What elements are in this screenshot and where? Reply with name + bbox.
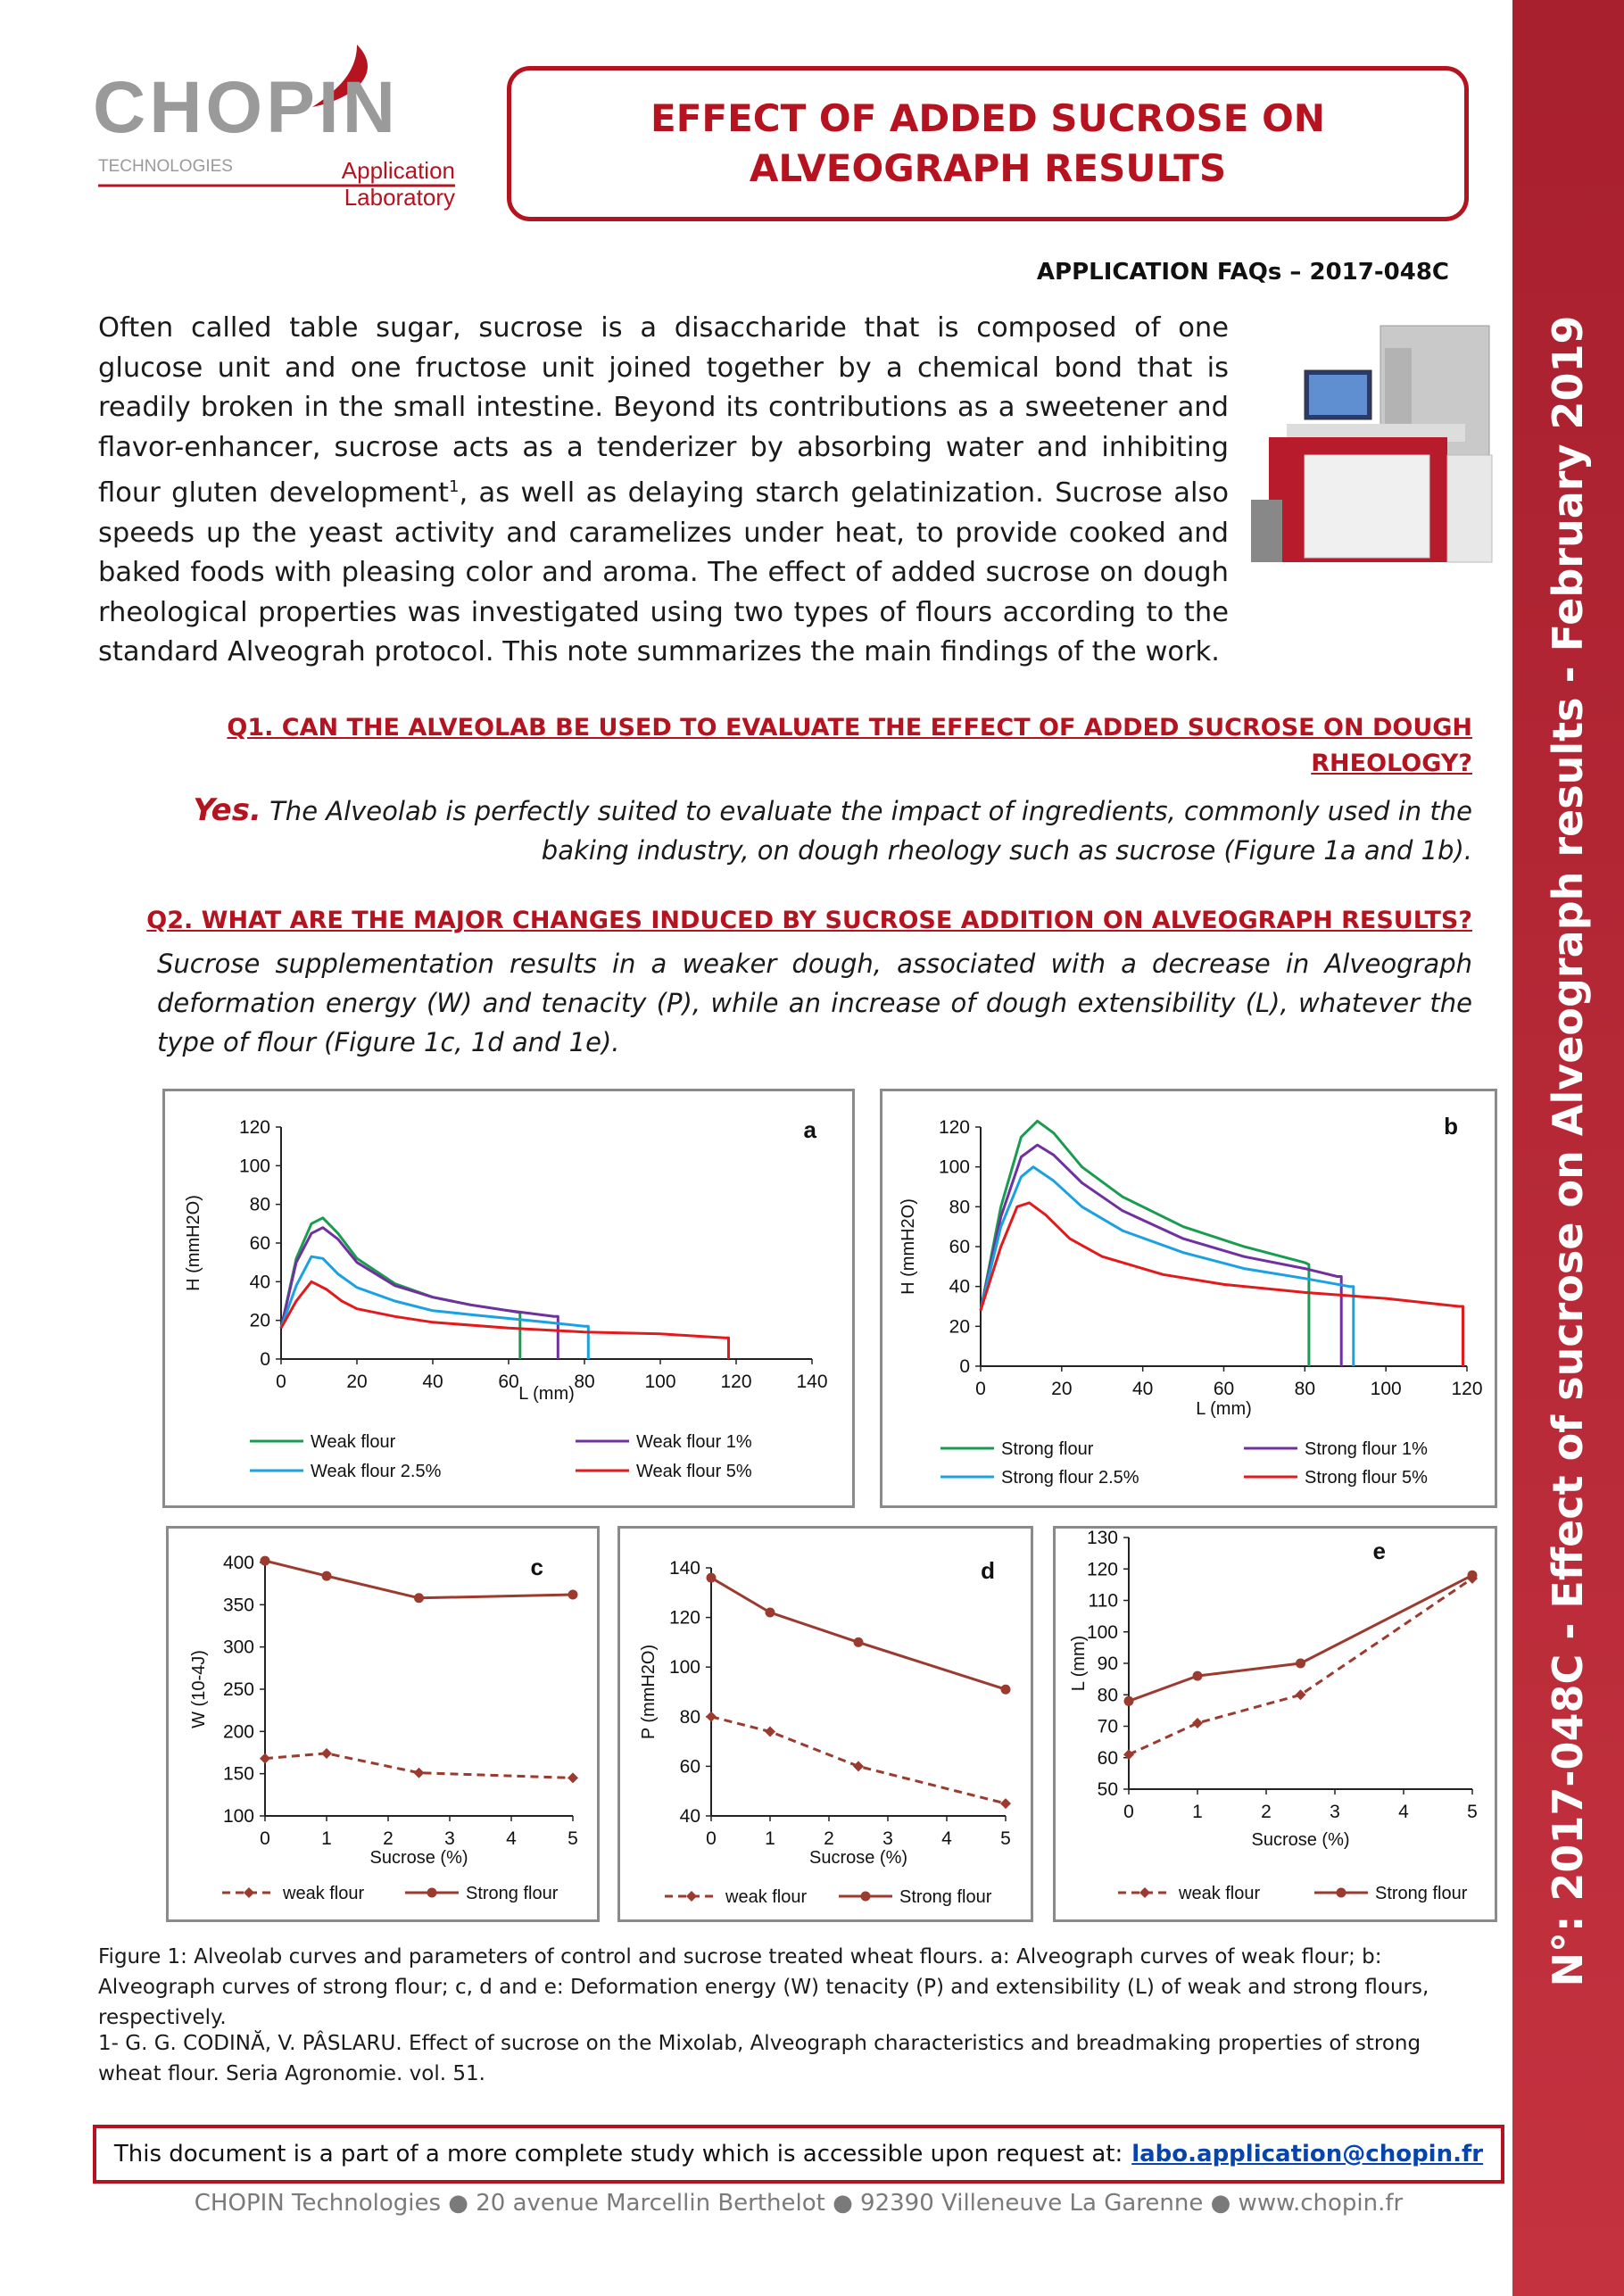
- chart-e: [1056, 1529, 1500, 1925]
- logo-sub1: Application: [341, 157, 455, 184]
- y-tick-label: 120: [1086, 1559, 1118, 1580]
- y-tick-label: 80: [679, 1706, 700, 1728]
- legend-label: Strong flour: [1001, 1439, 1094, 1459]
- x-tick-label: 4: [941, 1828, 952, 1849]
- data-point: [706, 1712, 717, 1722]
- footnote-ref: 1: [449, 477, 460, 496]
- x-tick-label: 2: [824, 1828, 834, 1849]
- data-point: [765, 1726, 775, 1737]
- title-line-2: ALVEOGRAPH RESULTS: [749, 146, 1227, 190]
- y-tick-label: 60: [249, 1233, 270, 1254]
- panel-letter: c: [530, 1554, 543, 1580]
- legend-label: weak flour: [725, 1887, 808, 1907]
- data-point: [260, 1753, 270, 1764]
- x-tick-label: 1: [1192, 1802, 1203, 1822]
- x-tick-label: 60: [498, 1372, 519, 1392]
- notice-text: This document is a part of a more complete study which is accessible upon request at:: [113, 2141, 1123, 2168]
- x-axis-label: Sucrose (%): [808, 1848, 908, 1868]
- y-tick-label: 140: [668, 1558, 700, 1579]
- data-point: [854, 1637, 864, 1647]
- x-tick-label: 0: [1123, 1802, 1134, 1822]
- series-line-4: [981, 1203, 1463, 1366]
- data-point: [853, 1761, 864, 1771]
- y-tick-label: 120: [238, 1117, 270, 1138]
- title-line-1: EFFECT OF ADDED SUCROSE ON: [650, 96, 1325, 140]
- data-point: [322, 1571, 332, 1581]
- y-tick-label: 20: [249, 1310, 270, 1331]
- figure-caption: Figure 1: Alveolab curves and parameters of control and sucrose treated wheat flours. a: Alveograph curves of weak flour; b: Alveograph curves of strong flour; c, d and e: Deformation energy (W) tenacity (P) and extensibility (L) of weak and strong flours, respectively.: [98, 1945, 1429, 2029]
- x-tick-label: 5: [568, 1828, 578, 1849]
- y-tick-label: 150: [222, 1763, 254, 1785]
- data-point: [1124, 1696, 1134, 1706]
- x-tick-label: 3: [882, 1828, 893, 1849]
- data-point: [261, 1556, 270, 1566]
- x-tick-label: 80: [1294, 1379, 1316, 1399]
- y-tick-label: 80: [1097, 1685, 1118, 1706]
- x-tick-label: 100: [644, 1372, 676, 1392]
- x-tick-label: 40: [422, 1372, 443, 1392]
- faq-number: APPLICATION FAQs – 2017-048C: [1036, 259, 1449, 286]
- y-tick-label: 350: [222, 1595, 254, 1616]
- data-point: [568, 1589, 578, 1599]
- x-tick-label: 0: [260, 1828, 270, 1849]
- y-tick-label: 130: [1086, 1529, 1118, 1548]
- x-axis-label: L (mm): [1196, 1399, 1252, 1419]
- y-tick-label: 40: [679, 1806, 700, 1827]
- reference: 1- G. G. CODINĂ, V. PÂSLARU. Effect of sucrose on the Mixolab, Alveograph characteristics and breadmaking properties of strong wheat flour. Seria Agronomie. vol. 51.: [98, 2032, 1421, 2085]
- data-point: [766, 1608, 775, 1618]
- x-tick-label: 40: [1131, 1379, 1154, 1399]
- q1-answer: Yes. The Alveolab is perfectly suited to evaluate the impact of ingredients, commonly used in the baking industry, on dough rheology such as sucrose (Figure 1a and 1b).: [193, 792, 1472, 866]
- x-tick-label: 20: [1051, 1379, 1073, 1399]
- chart-c: [169, 1529, 602, 1925]
- data-point: [1192, 1718, 1203, 1728]
- x-tick-label: 4: [506, 1828, 517, 1849]
- legend-label: Weak flour 5%: [636, 1462, 752, 1481]
- y-tick-label: 40: [249, 1272, 270, 1293]
- y-tick-label: 110: [1088, 1590, 1118, 1612]
- x-tick-label: 2: [1261, 1802, 1272, 1822]
- legend-label: Strong flour: [466, 1884, 559, 1903]
- logo-tag: TECHNOLOGIES: [98, 157, 233, 176]
- chopin-logo: [89, 36, 473, 214]
- data-point: [707, 1573, 717, 1583]
- series-line-1: [981, 1121, 1309, 1366]
- intro-paragraph: Often called table sugar, sucrose is a disaccharide that is composed of one glucose unit and one fructose unit joined together by a chemical bond that is readily broken in the small intestine. Beyond its contributions as a sweetener and flavor-enhancer, sucrose acts as a tenderizer by absorbing water and inhibiting flour gluten development$^1$, as well as delaying starch gelatinization. Sucrose also speeds up the yeast activity and caramelizes under heat, to provide cooked and baked foods with pleasing color and aroma. The effect of added sucrose on dough rheological properties was investigated using two types of flours according to the standard Alveograh protocol. This note summarizes the main findings of the work.: [98, 312, 1229, 668]
- series-line-4: [281, 1281, 729, 1359]
- x-tick-label: 120: [1451, 1379, 1483, 1399]
- chart-d: [620, 1529, 1036, 1925]
- legend-marker: [686, 1891, 697, 1902]
- x-tick-label: 0: [975, 1379, 986, 1399]
- data-point: [1296, 1659, 1305, 1669]
- chart-panel-e: [1053, 1526, 1497, 1922]
- q1-heading: Q1. CAN THE ALVEOLAB BE USED TO EVALUATE THE EFFECT OF ADDED SUCROSE ON DOUGH RHEOLOGY?: [227, 714, 1472, 777]
- chart-panel-b: [880, 1089, 1497, 1508]
- y-tick-label: 100: [938, 1156, 970, 1178]
- y-tick-label: 60: [949, 1237, 970, 1257]
- series-line-1: [711, 1717, 1006, 1803]
- x-tick-label: 4: [1398, 1802, 1409, 1822]
- y-axis-label: W (10-4J): [189, 1650, 209, 1728]
- legend-label: Strong flour: [899, 1887, 992, 1907]
- y-tick-label: 90: [1097, 1654, 1118, 1674]
- y-tick-label: 60: [679, 1756, 700, 1778]
- y-axis-label: P (mmH2O): [639, 1644, 659, 1740]
- series-line-3: [281, 1256, 588, 1359]
- data-point: [414, 1768, 425, 1778]
- legend-label: weak flour: [283, 1884, 365, 1903]
- x-tick-label: 140: [796, 1372, 828, 1392]
- x-tick-label: 1: [765, 1828, 775, 1849]
- logo-sub2: Laboratory: [344, 184, 455, 211]
- y-axis-label: H (mmH2O): [184, 1195, 203, 1291]
- series-line-2: [981, 1145, 1341, 1366]
- chart-a: [165, 1091, 858, 1511]
- chart-panel-d: [617, 1526, 1033, 1922]
- alveolab-machine-image: [1251, 321, 1494, 580]
- x-tick-label: 5: [1000, 1828, 1011, 1849]
- y-axis-label: H (mmH2O): [899, 1198, 918, 1295]
- y-tick-label: 50: [1097, 1779, 1118, 1800]
- x-tick-label: 120: [720, 1372, 752, 1392]
- y-tick-label: 250: [222, 1679, 254, 1700]
- legend-label: Strong flour 1%: [1305, 1439, 1428, 1459]
- legend-marker: [1139, 1887, 1150, 1898]
- x-tick-label: 0: [276, 1372, 286, 1392]
- x-tick-label: 2: [383, 1828, 394, 1849]
- chart-panel-a: [162, 1089, 855, 1508]
- y-tick-label: 100: [222, 1806, 254, 1827]
- legend-label: Strong flour 2.5%: [1001, 1468, 1139, 1488]
- chart-panel-c: [166, 1526, 600, 1922]
- data-point: [1193, 1671, 1203, 1681]
- y-tick-label: 40: [949, 1276, 970, 1297]
- x-axis-label: Sucrose (%): [369, 1848, 468, 1868]
- legend-label: Weak flour 2.5%: [311, 1462, 442, 1481]
- y-tick-label: 80: [249, 1194, 270, 1215]
- logo-brand: CHOPIN: [93, 67, 399, 148]
- x-tick-label: 80: [574, 1372, 595, 1392]
- y-tick-label: 120: [938, 1117, 970, 1138]
- legend-label: Strong flour 5%: [1305, 1468, 1428, 1488]
- y-tick-label: 60: [1097, 1747, 1118, 1769]
- legend-label: weak flour: [1179, 1884, 1261, 1903]
- email-link[interactable]: labo.application@chopin.fr: [1131, 2141, 1484, 2168]
- legend-marker: [244, 1887, 254, 1898]
- series-line-2: [1129, 1575, 1472, 1701]
- x-tick-label: 60: [1213, 1379, 1235, 1399]
- legend-label: Weak flour 1%: [636, 1432, 752, 1452]
- panel-letter: b: [1444, 1113, 1458, 1140]
- q2-answer: Sucrose supplementation results in a weaker dough, associated with a decrease in Alveograph deformation energy (W) and tenacity (P), while an increase of dough extensibility (L), whatever the type of flour (Figure 1c, 1d and 1e).: [157, 949, 1472, 1057]
- series-line-2: [281, 1228, 558, 1359]
- y-tick-label: 0: [260, 1349, 270, 1370]
- data-point: [1001, 1685, 1011, 1695]
- x-tick-label: 1: [321, 1828, 332, 1849]
- data-point: [321, 1748, 332, 1759]
- x-tick-label: 5: [1467, 1802, 1478, 1822]
- legend-label: Weak flour: [311, 1432, 396, 1452]
- x-axis-label: Sucrose (%): [1251, 1830, 1350, 1850]
- y-tick-label: 100: [668, 1657, 700, 1678]
- title-box: [507, 66, 1469, 221]
- legend-marker: [861, 1892, 871, 1902]
- y-tick-label: 120: [668, 1607, 700, 1629]
- y-tick-label: 300: [222, 1637, 254, 1658]
- y-tick-label: 0: [959, 1356, 970, 1377]
- x-tick-label: 3: [1330, 1802, 1340, 1822]
- footer-address: CHOPIN Technologies ● 20 avenue Marcellin Berthelot ● 92390 Villeneuve La Garenne ● www.chopin.fr: [194, 2190, 1404, 2217]
- series-line-2: [265, 1561, 573, 1598]
- data-point: [1000, 1798, 1011, 1809]
- legend-label: Strong flour: [1375, 1884, 1468, 1903]
- x-tick-label: 20: [346, 1372, 368, 1392]
- x-tick-label: 0: [706, 1828, 717, 1849]
- y-tick-label: 70: [1097, 1716, 1118, 1737]
- x-tick-label: 100: [1370, 1379, 1402, 1399]
- y-tick-label: 200: [222, 1721, 254, 1743]
- y-tick-label: 80: [949, 1197, 970, 1218]
- panel-letter: d: [981, 1557, 995, 1584]
- y-tick-label: 20: [949, 1316, 970, 1338]
- x-tick-label: 3: [444, 1828, 455, 1849]
- legend-marker: [427, 1888, 437, 1898]
- series-line-2: [711, 1578, 1006, 1689]
- data-point: [414, 1593, 424, 1603]
- panel-letter: a: [803, 1116, 816, 1143]
- legend-marker: [1337, 1888, 1346, 1898]
- y-tick-label: 100: [238, 1156, 270, 1177]
- side-banner-text: N°: 2017-048C - Effect of sucrose on Alveograph results - February 2019: [1544, 315, 1592, 1987]
- data-point: [568, 1772, 578, 1783]
- y-tick-label: 100: [1086, 1621, 1118, 1643]
- y-axis-label: L (mm): [1069, 1635, 1089, 1692]
- yes-label: Yes.: [193, 792, 261, 828]
- y-tick-label: 400: [222, 1553, 254, 1573]
- panel-letter: e: [1372, 1538, 1386, 1564]
- notice-box: [93, 2125, 1504, 2184]
- q2-heading: Q2. WHAT ARE THE MAJOR CHANGES INDUCED BY SUCROSE ADDITION ON ALVEOGRAPH RESULTS?: [146, 907, 1472, 934]
- chart-b: [882, 1091, 1500, 1511]
- data-point: [1468, 1571, 1478, 1580]
- x-axis-label: L (mm): [518, 1384, 575, 1404]
